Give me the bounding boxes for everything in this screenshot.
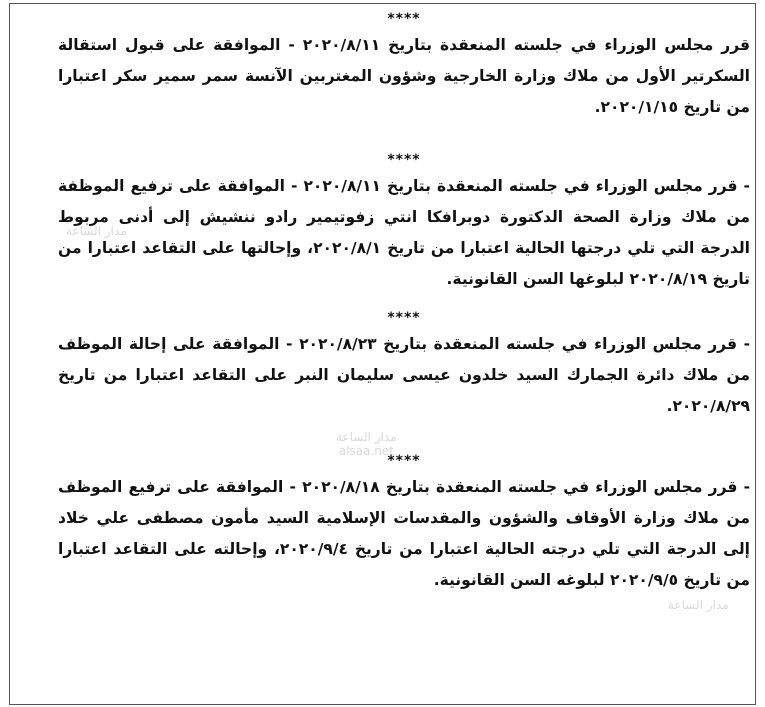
watermark bbox=[668, 598, 729, 612]
watermark-arabic: مدار الساعة bbox=[668, 598, 729, 612]
separator-stars: **** bbox=[387, 11, 421, 27]
separator-stars: **** bbox=[387, 152, 421, 168]
decision-paragraph: - قرر مجلس الوزراء في جلسته المنعقدة بتاريخ ٢٠٢٠/٨/١٨ - الموافقة على ترفيع الموظف من ملاك وزارة الأوقاف والشؤون والمقدسات الإسلامية السيد مأمون مصطفى علي خلاد إلى الدرجة التي تلي درجته الحالية اعتبارا من تاريخ ٢٠٢٠/٩/٤، وإحالته على التقاعد اعتبارا من تاريخ ٢٠٢٠/٩/٥ لبلوغه السن القانونية. bbox=[58, 478, 751, 589]
watermark-arabic: مدار الساعة bbox=[336, 430, 397, 444]
watermark-latin: alsaa.net bbox=[338, 444, 394, 458]
decision-paragraph: - قرر مجلس الوزراء في جلسته المنعقدة بتاريخ ٢٠٢٠/٨/٢٣ - الموافقة على إحالة الموظف من ملاك دائرة الجمارك السيد خلدون عيسى سليمان النبر على التقاعد اعتبارا من تاريخ ٢٠٢٠/٨/٢٩. bbox=[58, 335, 750, 415]
decisions-document bbox=[58, 8, 750, 596]
decision-paragraph: قرر مجلس الوزراء في جلسته المنعقدة بتاريخ ٢٠٢٠/٨/١١ - الموافقة على قبول استقالة السكرتير الأول من ملاك وزارة الخارجية وشؤون المغتربين الآنسة سمر سمير سكر اعتبارا من تاريخ ٢٠٢٠/١/١٥. bbox=[58, 36, 750, 116]
watermark-arabic: مدار الساعة bbox=[66, 224, 127, 238]
separator-stars: **** bbox=[387, 453, 421, 469]
separator-stars: **** bbox=[387, 310, 421, 326]
decision-paragraph: - قرر مجلس الوزراء في جلسته المنعقدة بتاريخ ٢٠٢٠/٨/١١ - الموافقة على ترفيع الموظفة من ملاك وزارة الصحة الدكتورة دوبرافكا انتي زفوتيمير رادو ننشيش إلى أدنى مربوط الدرجة التي تلي درجتها الحالية اعتبارا من تاريخ ٢٠٢٠/٨/١، وإحالتها على التقاعد اعتبارا من تاريخ ٢٠٢٠/٨/١٩ لبلوغها السن القانونية. bbox=[58, 177, 750, 288]
